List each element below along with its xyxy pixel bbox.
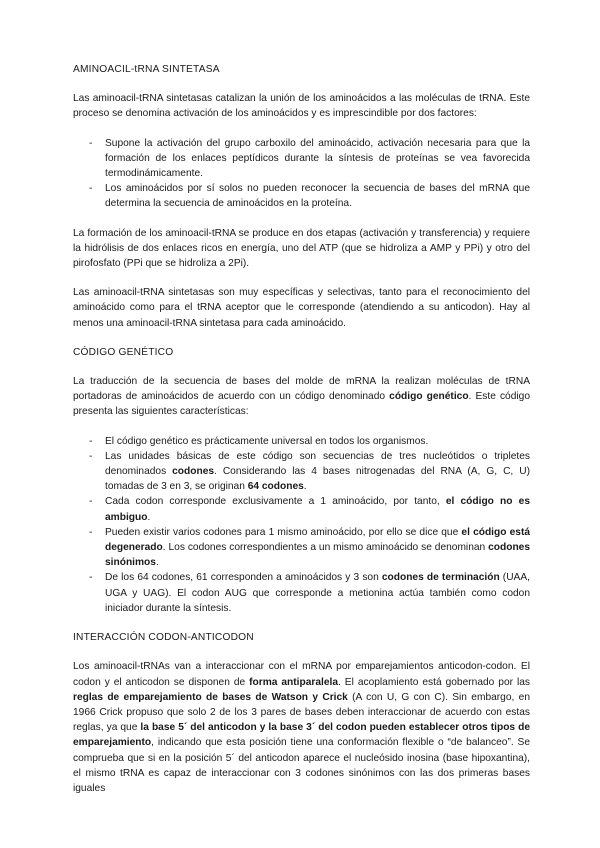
bold-run: la base 5´ del anticodon y la base 3´ del codon pueden establecer otros tipos de emparejamiento	[73, 722, 530, 749]
text-run: .	[155, 557, 159, 569]
text-run: . Los codones correspondientes a un mismo aminoácido se denominan	[162, 542, 489, 554]
bold-run: codones sinónimos	[105, 542, 530, 569]
text-run: Cada codon corresponde exclusivamente a 1 aminoácido, por tanto,	[105, 496, 446, 508]
text-run: Los aminoacil-tRNAs van a interaccionar con el mRNA por emparejamientos anticodon-codon. El codon y el anticodon se disponen de	[73, 661, 530, 688]
text-run: .	[147, 511, 151, 523]
text-run: . Este código presenta las siguientes características:	[73, 391, 530, 418]
section-heading-interaccion: INTERACCIÓN CODON-ANTICODON	[73, 632, 254, 644]
text-run: .	[303, 481, 307, 493]
paragraph-sintetasa-formation: La formación de los aminoacil-tRNA se produce en dos etapas (activación y transferencia) y requiere la hidrólisis de dos enlaces ricos en energía, uno del ATP (que se hidroliza a AMP y PPi) y otro del pirofosfato (PPi que se hidroliza a 2Pi).	[73, 227, 530, 270]
bold-run: reglas de emparejamiento de bases de Watson y Crick	[73, 691, 348, 703]
bold-run: el código no es ambiguo	[105, 496, 530, 523]
list-item	[73, 570, 530, 616]
list-item	[73, 494, 530, 524]
text-run: El código genético es prácticamente universal en todos los organismos.	[105, 435, 429, 447]
text-run: La traducción de la secuencia de bases del molde de mRNA la realizan moléculas de tRNA portadoras de aminoácidos de acuerdo con un código denominado	[73, 376, 530, 403]
section-heading-sintetasa: AMINOACIL-tRNA SINTETASA	[73, 64, 220, 75]
paragraph-sintetasa-specificity: Las aminoacil-tRNA sintetasas son muy específicas y selectivas, tanto para el reconocimiento del aminoácido como para el tRNA aceptor que le corresponde (atendiendo a su anticodon). Hay al menos una aminoacil-tRNA sintetasa para cada aminoácido.	[73, 287, 530, 329]
list-item: - Los aminoácidos por sí solos no pueden reconocer la secuencia de bases del mRNA que determina la secuencia de aminoácidos en la proteína.	[73, 181, 530, 211]
paragraph-interaccion	[73, 659, 530, 796]
document-page	[73, 62, 530, 810]
bold-run: 64 codones	[247, 481, 304, 493]
bold-run: codones de terminación	[381, 572, 500, 584]
list-item	[73, 449, 530, 495]
list-item	[73, 525, 530, 571]
text-run: (UAA, UGA y UAG). El codon AUG que corresponde a metionina actúa también como codon iniciador durante la síntesis.	[105, 572, 530, 614]
paragraph-sintetasa-intro: Las aminoacil-tRNA sintetasas catalizan la unión de los aminoácidos a las moléculas de tRNA. Este proceso se denomina activación de los aminoácidos y es imprescindible por dos factores:	[73, 93, 530, 120]
text-run: , indicando que esta posición tiene una conformación flexible o “de balanceo”. Se comprueba que si en la posición 5´ del anticodon aparece el nucleósido inosina (base hipoxantina), el mismo tRNA es capaz de interaccionar con 3 codones sinónimos con las dos primeras bases iguales	[73, 737, 530, 794]
list-sintetasa-factors	[73, 136, 530, 212]
list-codigo-characteristics	[73, 434, 530, 616]
text-run: Las unidades básicas de este código son secuencias de tres nucleótidos o tripletes denominados	[105, 450, 530, 478]
text-run: . El acoplamiento está gobernado por las	[338, 676, 530, 688]
list-item: - Supone la activación del grupo carboxilo del aminoácido, activación necesaria para que la formación de los enlaces peptídicos durante la síntesis de proteínas se vea favorecida termodinámicamente.	[73, 136, 530, 182]
list-item	[73, 434, 530, 449]
text-run: . Considerando las 4 bases nitrogenadas del RNA (A, G, C, U) tomadas de 3 en 3, se originan	[105, 466, 530, 493]
paragraph-codigo-intro	[73, 374, 530, 420]
text-run: Pueden existir varios codones para 1 mismo aminoácido, por ello se dice que	[105, 526, 462, 538]
section-heading-codigo: CÓDIGO GENÉTICO	[73, 346, 174, 358]
text-run: De los 64 codones, 61 corresponden a aminoácidos y 3 son	[105, 572, 382, 584]
bold-run: forma antiparalela	[249, 676, 339, 688]
text-run: (A con U, G con C). Sin embargo, en 1966 Crick propuso que solo 2 de los 3 pares de bases deben interaccionar de acuerdo con estas reglas, ya que	[73, 691, 530, 734]
bold-run: codones	[172, 466, 215, 478]
bold-run: código genético	[389, 391, 469, 403]
bold-run: el código está degenerado	[105, 526, 531, 554]
